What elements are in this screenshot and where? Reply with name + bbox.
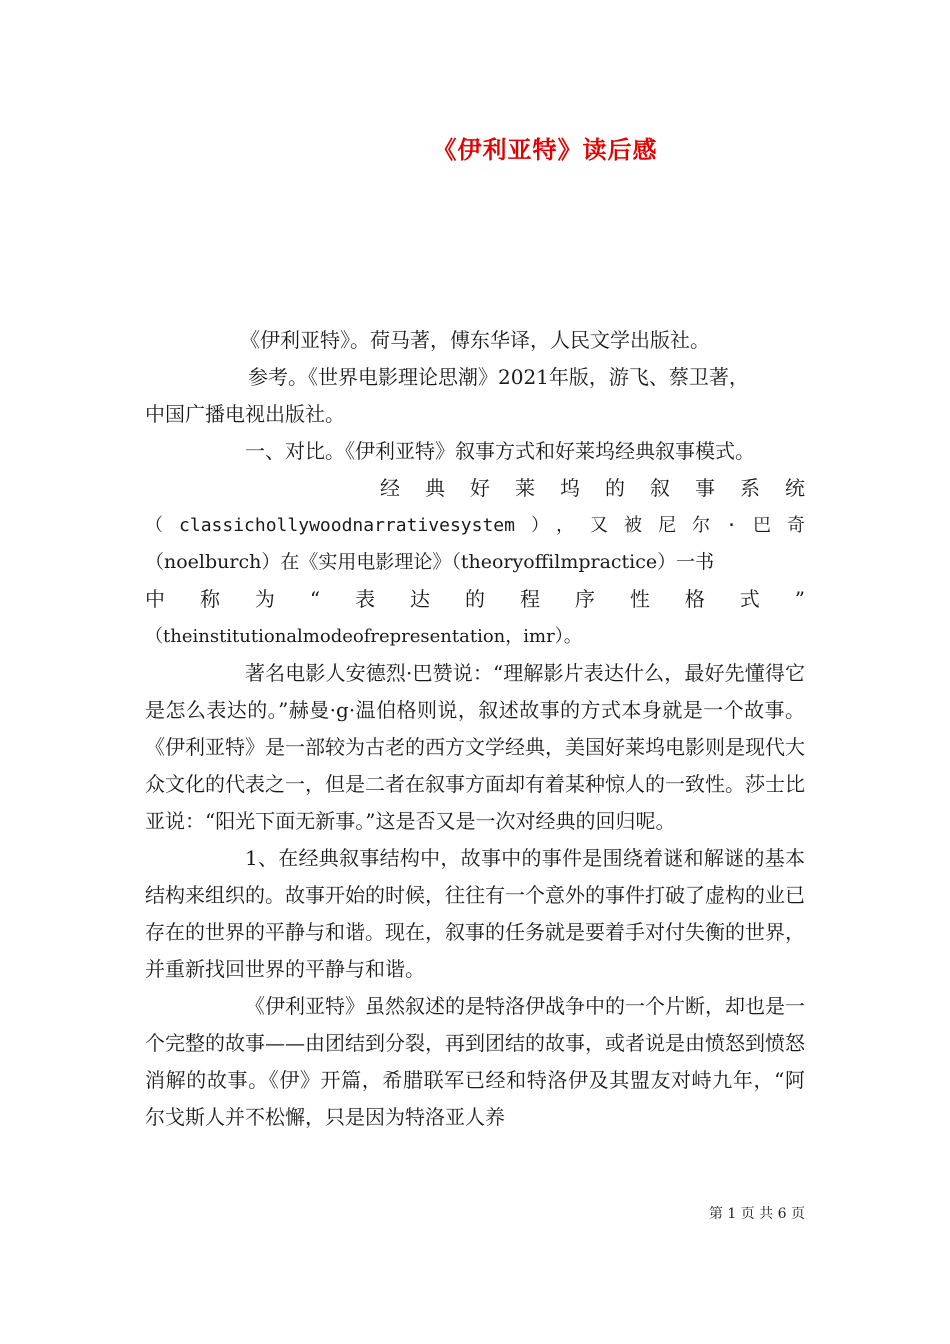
classic-narrative-line-4: 中称为“表达的程序性格式” xyxy=(145,587,805,611)
reference-paragraph-2-line-1: 参考。《世界电影理论思潮》2021年版，游飞、蔡卫著， xyxy=(248,365,749,389)
point-1-paragraph: 1、在经典叙事结构中，故事中的事件是围绕着谜和解谜的基本结构来组织的。故事开始的时候，往往有一个意外的事件打破了虚构的业已存在的世界的平静与和谐。现在，叙事的任务就是要着手对付失衡的世界，并重新找回世界的平静与和谐。 xyxy=(145,846,805,981)
iliad-paragraph: 《伊利亚特》虽然叙述的是特洛伊战争中的一个片断，却也是一个完整的故事——由团结到分裂，再到团结的故事，或者说是由愤怒到愤怒消解的故事。《伊》开篇，希腊联军已经和特洛伊及其盟友对峙九年，“阿尔戈斯人并不松懈，只是因为特洛亚人养 xyxy=(145,994,805,1129)
reference-paragraph-1: 《伊利亚特》。荷马著，傅东华译，人民文学出版社。 xyxy=(240,328,710,352)
bazin-paragraph: 著名电影人安德烈·巴赞说：“理解影片表达什么，最好先懂得它是怎么表达的。”赫曼·g·温伯格则说，叙述故事的方式本身就是一个故事。《伊利亚特》是一部较为古老的西方文学经典，美国好莱坞电影则是现代大众文化的代表之一，但是二者在叙事方面却有着某种惊人的一致性。莎士比亚说：“阳光下面无新事。”这是否又是一次对经典的回归呢。 xyxy=(145,661,805,833)
document-body xyxy=(145,322,805,1136)
section-heading-1: 一、对比。《伊利亚特》叙事方式和好莱坞经典叙事模式。 xyxy=(245,439,755,463)
document-title: 《伊利亚特》读后感 xyxy=(432,136,658,164)
reference-paragraph-2-line-2: 中国广播电视出版社。 xyxy=(145,402,345,426)
classic-narrative-line-1: 经典好莱坞的叙事系统 xyxy=(380,476,805,500)
classic-narrative-line-3: （noelburch）在《实用电影理论》（theoryoffilmpractice）一书 xyxy=(145,551,715,573)
classic-narrative-line-2: （classichollywoodnarrativesystem），又被尼尔·巴奇 xyxy=(145,515,805,536)
page-number-footer: 第 1 页 共 6 页 xyxy=(708,1206,805,1222)
classic-narrative-line-5: （theinstitutionalmodeofrepresentation，imr）。 xyxy=(145,626,582,647)
